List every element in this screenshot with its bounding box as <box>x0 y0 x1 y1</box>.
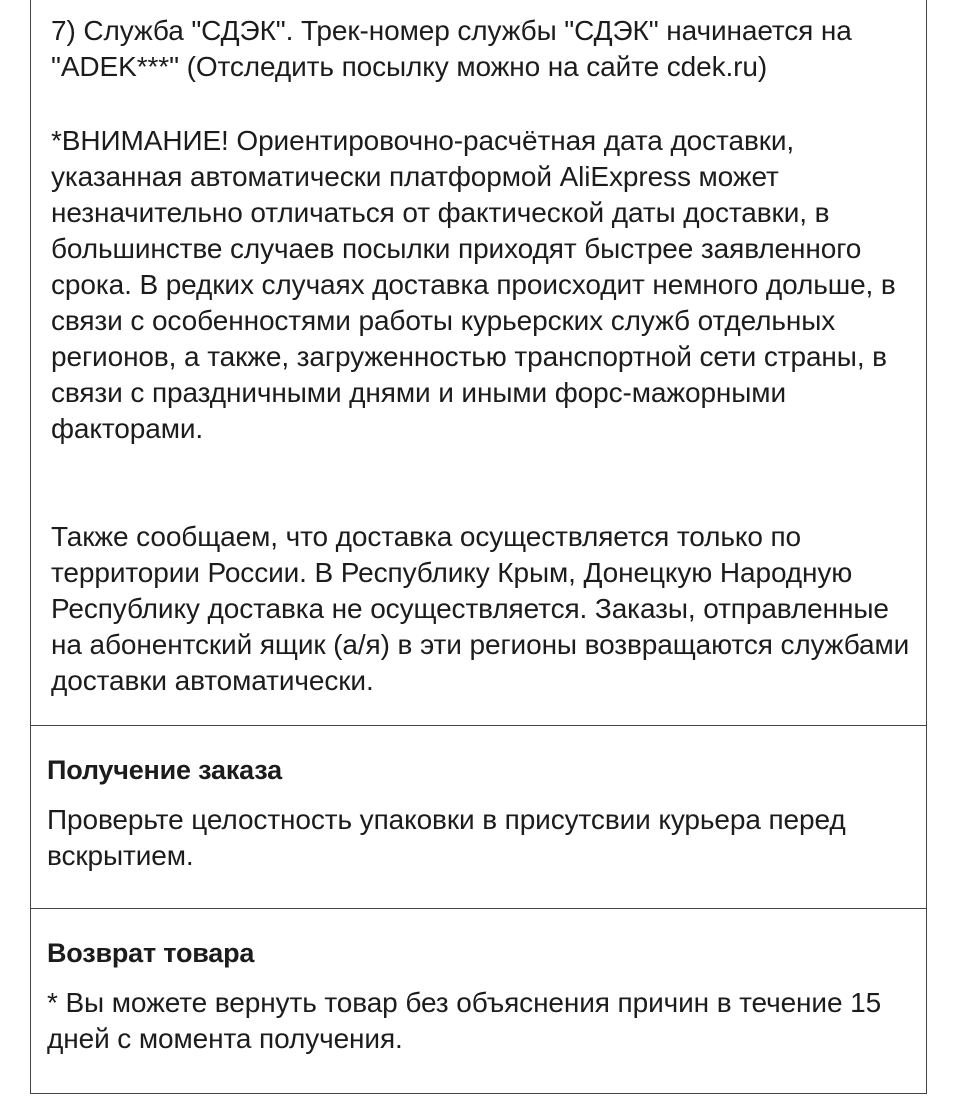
cdek-tracking-paragraph: 7) Служба "СДЭК". Трек-номер службы "СДЭК" начинается на "ADEK***" (Отследить посылку можно на сайте cdek.ru) <box>51 15 852 82</box>
order-receipt-text: Проверьте целостность упаковки в присутсвии курьера перед вскрытием. <box>47 804 846 871</box>
delivery-info-section <box>30 0 927 726</box>
order-receipt-section <box>30 725 927 909</box>
product-return-text: * Вы можете вернуть товар без объяснения причин в течение 15 дней с момента получения. <box>47 987 882 1054</box>
delivery-warning-paragraph: *ВНИМАНИЕ! Ориентировочно-расчётная дата доставки, указанная автоматически платформой AliExpress может незначительно отличаться от фактической даты доставки, в большинстве случаев посылки приходят быстрее заявленного срока. В редких случаях доставка происходит немного дольше, в связи с особенностями работы курьерских служб отдельных регионов, а также, загруженностью транспортной сети страны, в связи с праздничными днями и иными форс-мажорными факторами. <box>51 125 896 444</box>
order-receipt-title: Получение заказа <box>47 755 282 785</box>
product-return-title: Возврат товара <box>47 938 255 968</box>
delivery-regions-paragraph: Также сообщаем, что доставка осуществляется только по территории России. В Республику Крым, Донецкую Народную Республику доставка не осуществляется. Заказы, отправленные на абонентский ящик (а/я) в эти регионы возвращаются службами доставки автоматически. <box>51 521 910 696</box>
product-return-section <box>30 908 927 1094</box>
